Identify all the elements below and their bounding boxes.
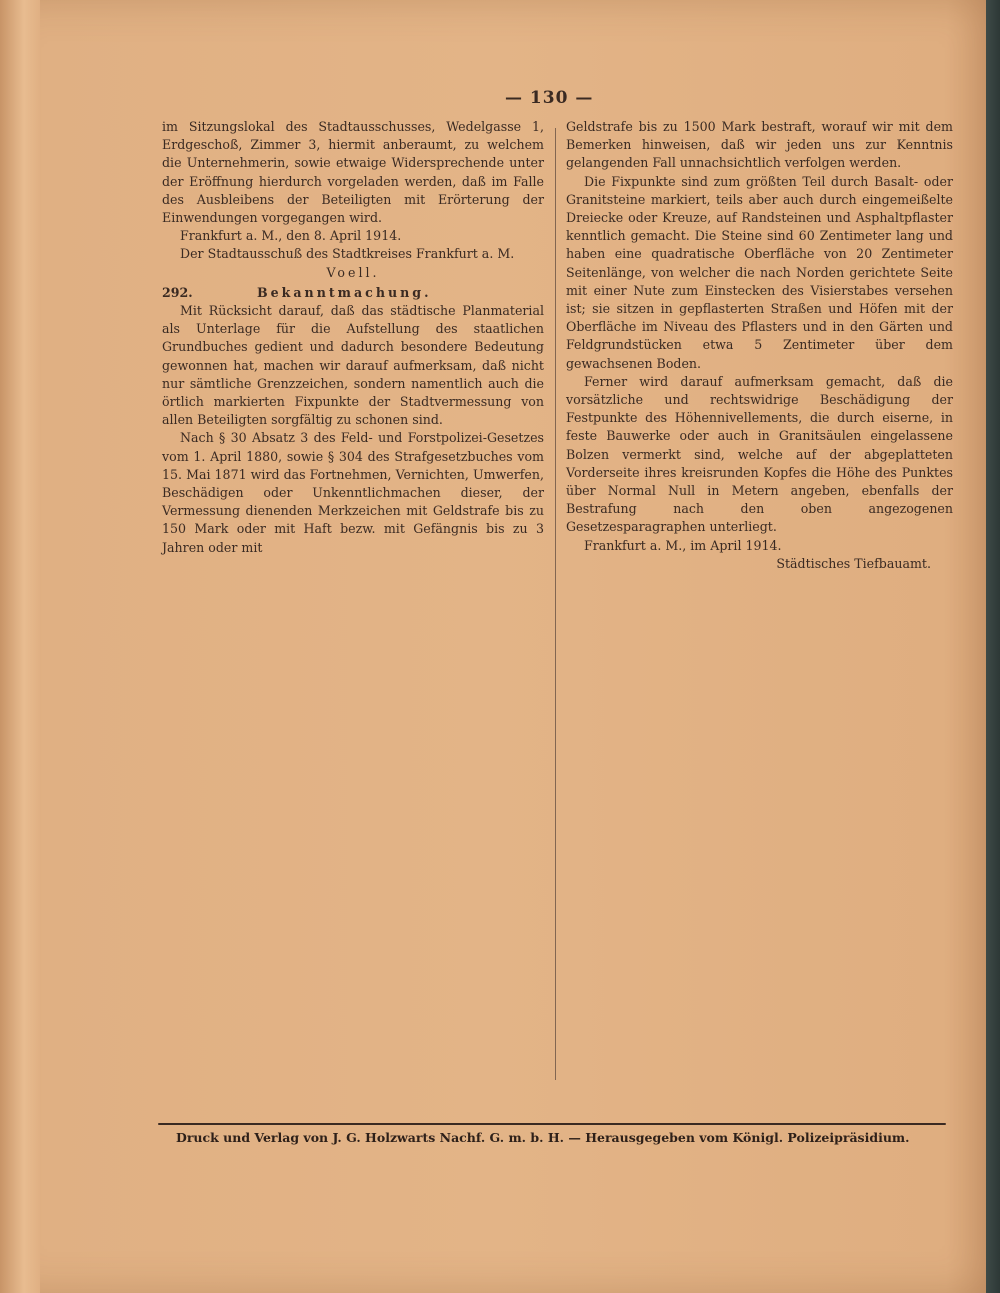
right-date-line: Frankfurt a. M., im April 1914.: [584, 537, 782, 553]
notice-title: Bekanntmachung.: [257, 284, 432, 300]
notice-paragraph-1: Mit Rücksicht darauf, daß das städtische Planmaterial als Unterlage für die Aufstellung des staatlichen Grundbuches gedient und dadurch besondere Bedeutung gewonnen hat, machen wir darauf aufmerksam, daß nicht nur sämtliche Grenzzeichen, sondern namentlich auch die örtlich markierten Fixpunkte der Stadtvermessung von allen Beteiligten sorgfältig zu schonen sind.: [162, 303, 544, 428]
right-paragraph-3: Ferner wird darauf aufmerksam gemacht, daß die vorsätzliche und rechtswidrige Beschädigung der Festpunkte des Höhennivellements, die durch eiserne, in feste Bauwerke oder auch in Granitsäulen eingelassene Bolzen vermerkt sind, welche auf der abgeplatteten Vorderseite ihres kreisrunden Kopfes die Höhe des Punktes über Normal Null in Metern angeben, ebenfalls der Bestrafung nach den oben angezogenen Gesetzesparagraphen unterliegt.: [566, 373, 953, 535]
right-paragraph-1: Geldstrafe bis zu 1500 Mark bestraft, worauf wir mit dem Bemerken hinweisen, daß wir jeden uns zur Kenntnis gelangenden Fall unnachsichtlich verfolgen werden.: [566, 119, 953, 171]
left-intro-paragraph: im Sitzungslokal des Stadtausschusses, Wedelgasse 1, Erdgeschoß, Zimmer 3, hiermit anberaumt, zu welchem die Unternehmerin, sowie etwaige Widersprechende unter der Eröffnung hierdurch vorgeladen werden, daß im Falle des Ausbleibens der Beteiligten mit Erörterung der Einwendungen vorgegangen wird.: [162, 119, 544, 226]
background-edge: [986, 0, 1000, 1293]
right-paragraph-2: Die Fixpunkte sind zum größten Teil durch Basalt- oder Granitsteine markiert, teils aber auch durch eingemeißelte Dreiecke oder Kreuze, auf Randsteinen und Asphaltpflaster kenntlich gemacht. Die Steine sind 60 Zentimeter lang und haben eine quadratische Oberfläche von 20 Zentimeter Seitenlänge, von welcher die nach Norden gerichtete Seite mit einer Nute zum Einstecken des Visierstabes versehen ist; sie sitzen in gepflasterten Straßen und Höfen mit der Oberfläche im Niveau des Pflasters und in den Gärten und Feldgrundstücken etwa 5 Zentimeter über dem gewachsenen Boden.: [566, 173, 953, 371]
left-column: [162, 118, 544, 557]
notice-heading: [162, 284, 544, 302]
page-number: — 130 —: [505, 88, 594, 108]
left-signature: Voell.: [326, 264, 380, 280]
right-signature: Städtisches Tiefbauamt.: [776, 555, 931, 571]
right-column: [566, 118, 953, 573]
imprint-footer: Druck und Verlag von J. G. Holzwarts Nachf. G. m. b. H. — Herausgegeben vom Königl. Polizeipräsidium.: [176, 1130, 910, 1145]
footer-rule: [158, 1123, 946, 1125]
notice-paragraph-2: Nach § 30 Absatz 3 des Feld- und Forstpolizei-Gesetzes vom 1. April 1880, sowie § 304 des Strafgesetzbuches vom 15. Mai 1871 wird das Fortnehmen, Vernichten, Umwerfen, Beschädigen oder Unkenntlichmachen dieser, der Vermessung dienenden Merkzeichen mit Geldstrafe bis zu 150 Mark oder mit Haft bezw. mit Gefängnis bis zu 3 Jahren oder mit: [162, 430, 544, 555]
left-date-line: Frankfurt a. M., den 8. April 1914.: [180, 228, 402, 244]
left-issuer-line: Der Stadtausschuß des Stadtkreises Frankfurt a. M.: [180, 246, 515, 262]
page-left-edge: [0, 0, 40, 1293]
column-divider: [555, 128, 556, 1080]
notice-number: 292.: [162, 284, 193, 300]
